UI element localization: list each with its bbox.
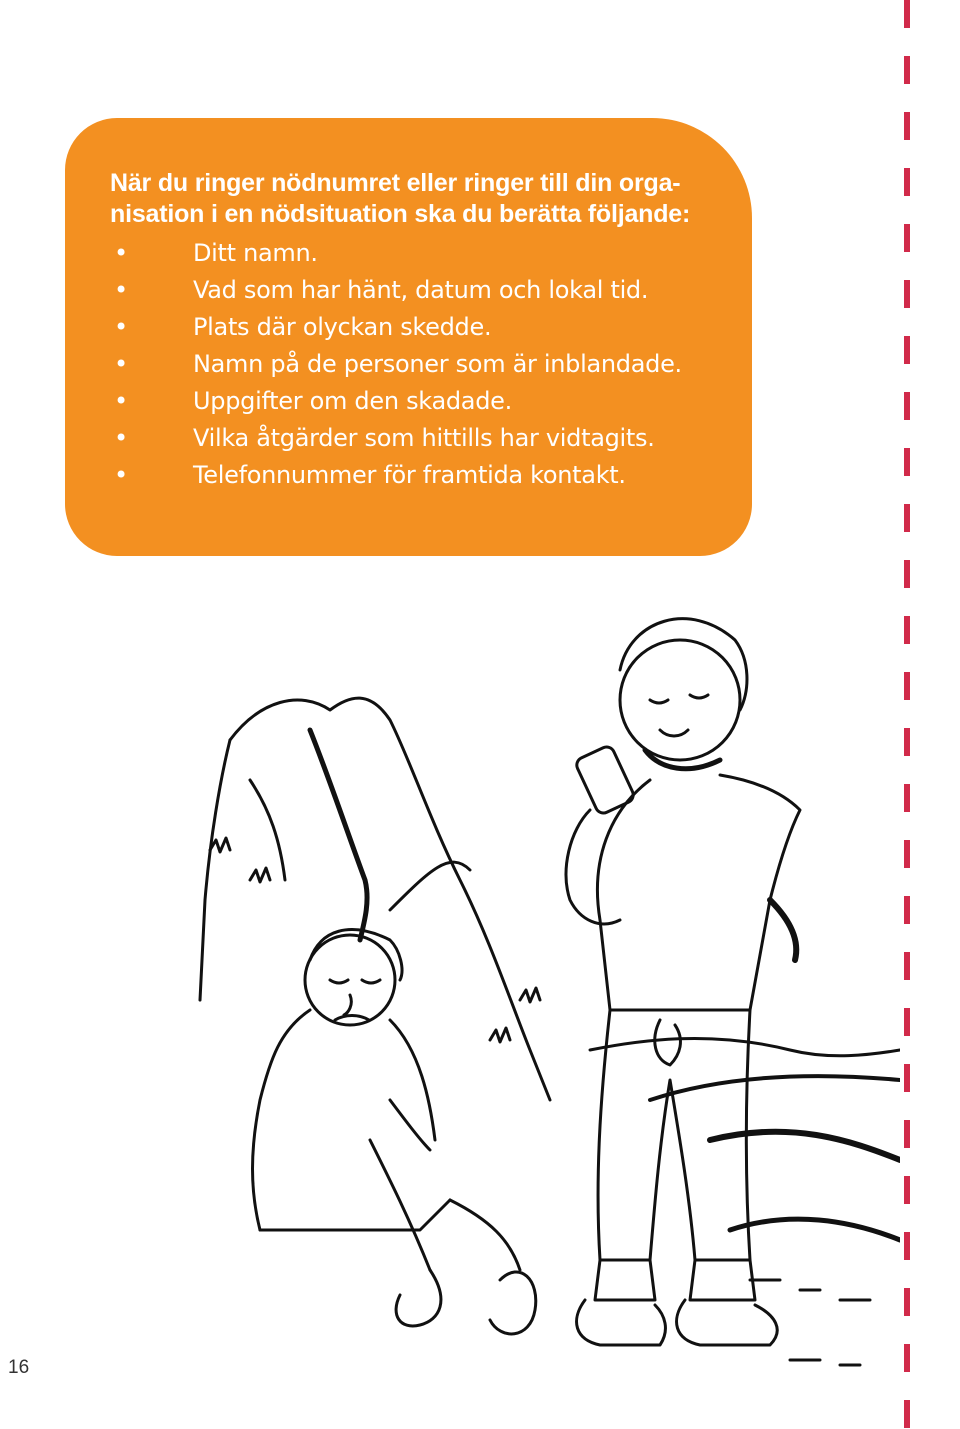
page-number: 16 bbox=[8, 1357, 30, 1378]
bullet-icon: • bbox=[114, 424, 128, 452]
emergency-info-box bbox=[65, 118, 752, 556]
info-list bbox=[110, 235, 712, 494]
list-item: • Ditt namn. bbox=[110, 235, 712, 272]
list-item: • Plats där olyckan skedde. bbox=[110, 309, 712, 346]
info-heading bbox=[110, 168, 712, 230]
list-item: • Telefonnummer för framtida kontakt. bbox=[110, 457, 712, 494]
list-item: • Vilka åtgärder som hittills har vidtagits. bbox=[110, 420, 712, 457]
bullet-icon: • bbox=[114, 239, 128, 267]
dashed-cut-line bbox=[904, 0, 910, 1429]
bullet-icon: • bbox=[114, 387, 128, 415]
info-heading-line-1: När du ringer nödnumret eller ringer till din orga- bbox=[110, 169, 681, 197]
list-item: • Uppgifter om den skadade. bbox=[110, 383, 712, 420]
list-item: • Vad som har hänt, datum och lokal tid. bbox=[110, 272, 712, 309]
info-heading-line-2: nisation i en nödsituation ska du berätta följande: bbox=[110, 200, 691, 228]
bullet-icon: • bbox=[114, 350, 128, 378]
emergency-call-illustration bbox=[190, 580, 900, 1380]
bullet-icon: • bbox=[114, 276, 128, 304]
bullet-icon: • bbox=[114, 313, 128, 341]
list-item: • Namn på de personer som är inblandade. bbox=[110, 346, 712, 383]
bullet-icon: • bbox=[114, 461, 128, 489]
